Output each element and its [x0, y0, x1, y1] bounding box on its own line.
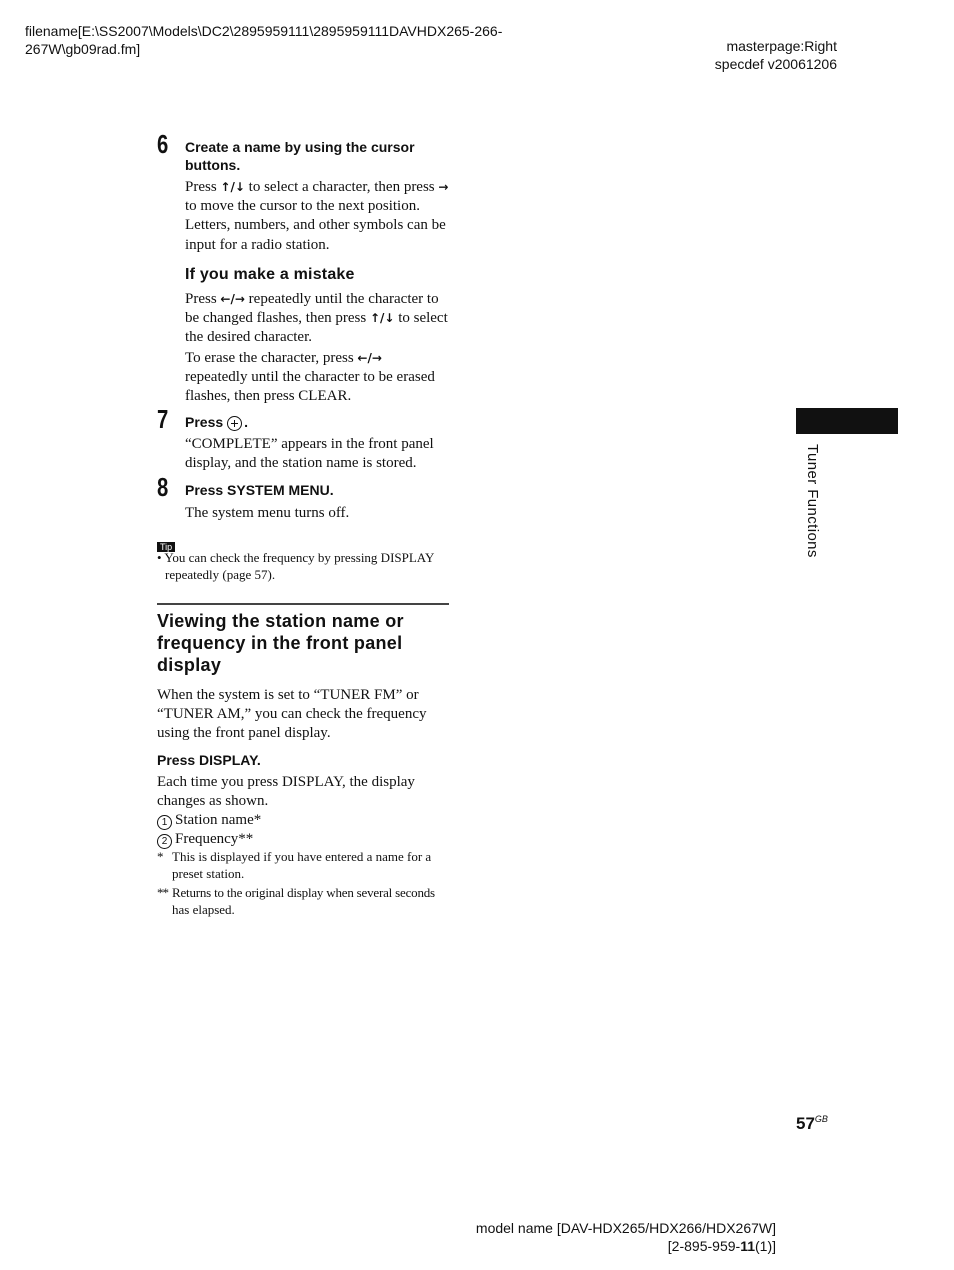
section-intro [157, 686, 457, 744]
step-7-body [185, 435, 455, 473]
tip-text [157, 549, 457, 583]
side-tab-label: Tuner Functions [804, 444, 821, 558]
step-6-line2: to move the cursor to the next position. [185, 198, 420, 215]
press-display-heading: Press DISPLAY. [157, 752, 261, 768]
page-number-suffix: GB [814, 1114, 828, 1124]
mistake-line1 [185, 290, 455, 309]
footnote-1-line2: preset station. [172, 866, 245, 881]
up-down-arrow-icon: ↑/↓ [369, 311, 395, 326]
step-6-line4: input for a radio station. [185, 236, 330, 253]
footnote-1 [157, 848, 457, 882]
mistake-line2-a: be changed flashes, then press [185, 310, 367, 327]
part-code-bold: 11 [740, 1238, 755, 1254]
part-code-prefix: [2-895-959- [667, 1238, 741, 1254]
step-7-period: . [244, 414, 249, 430]
mistake-instructions-2 [185, 349, 455, 407]
right-arrow-icon: → [438, 180, 449, 194]
mistake-line2-b: to select [398, 310, 448, 327]
step-7-line1: “COMPLETE” appears in the front panel [185, 436, 434, 452]
step-8-heading: Press SYSTEM MENU. [185, 482, 334, 498]
display-line2: changes as shown. [157, 793, 269, 810]
side-tab-bar [796, 408, 898, 434]
step-7-line2: display, and the station name is stored. [185, 455, 417, 472]
model-name: model name [DAV-HDX265/HDX266/HDX267W] [475, 1220, 776, 1236]
step-7-number: 7 [157, 404, 169, 434]
display-item-1 [157, 811, 457, 830]
footnote-1-line1: This is displayed if you have entered a name for a [172, 849, 432, 864]
part-code-suffix: (1)] [755, 1238, 776, 1254]
step-7-press: Press [185, 414, 224, 430]
section-title-line1: Viewing the station name or [157, 611, 404, 631]
step-6-line3: Letters, numbers, and other symbols can be [185, 217, 446, 234]
page-number-value: 57 [796, 1114, 815, 1133]
press-word: Press [185, 291, 217, 307]
intro-line2: “TUNER AM,” you can check the frequency [157, 706, 427, 723]
masterpage-label: masterpage:Right [726, 38, 837, 54]
display-line1: Each time you press DISPLAY, the display [157, 774, 415, 790]
display-item-2 [157, 830, 457, 849]
display-body [157, 773, 457, 849]
left-right-arrow-icon: ←/→ [220, 292, 245, 306]
footnote-2-line1: Returns to the original display when several seconds [172, 885, 435, 900]
step-6-heading-line2: buttons. [185, 157, 241, 173]
step-8-number: 8 [157, 472, 169, 502]
section-title-line3: display [157, 655, 222, 675]
step-7-heading [185, 413, 248, 431]
tip-line2: repeatedly (page 57). [165, 567, 276, 582]
section-title-line2: frequency in the front panel [157, 633, 403, 653]
footer [476, 1219, 776, 1255]
enter-button-icon [227, 416, 242, 431]
press-word: Press [185, 179, 217, 195]
masterpage-header [715, 37, 837, 73]
mistake-line2 [185, 309, 455, 328]
up-down-arrow-icon: ↑/↓ [220, 180, 245, 194]
left-right-arrow-icon: ←/→ [357, 351, 382, 365]
circled-number-2: 2 [157, 834, 172, 849]
step-6-heading-line1: Create a name by using the cursor [185, 139, 415, 155]
erase-line2: repeatedly until the character to be erased [185, 369, 435, 386]
erase-text: To erase the character, press [185, 350, 354, 366]
footnote-2-line2: has elapsed. [172, 902, 235, 917]
filename-line2: 267W\gb09rad.fm] [25, 41, 141, 57]
section-rule [157, 603, 449, 605]
step-6-instructions [185, 178, 455, 255]
section-title [157, 610, 457, 676]
circled-number-1: 1 [157, 815, 172, 830]
mistake-instructions-1 [185, 290, 455, 348]
footnote-1-mark: * [157, 849, 164, 864]
step-8-body: The system menu turns off. [185, 505, 350, 521]
erase-line1 [185, 349, 455, 368]
intro-line3: using the front panel display. [157, 725, 331, 742]
mistake-heading: If you make a mistake [185, 266, 355, 283]
footnote-2-mark: ** [157, 885, 168, 900]
tip-label: Tip [157, 542, 175, 552]
step-6-number: 6 [157, 129, 169, 159]
step-6-heading [185, 138, 415, 174]
mistake-line3: the desired character. [185, 329, 313, 346]
item-2-label: Frequency** [175, 831, 254, 848]
erase-line3: flashes, then press CLEAR. [185, 388, 352, 405]
footnote-2 [157, 884, 457, 918]
filename-line1: filename[E:\SS2007\Models\DC2\2895959111\2895959111DAVHDX265-266- [25, 23, 503, 39]
select-text: to select a character, then press [248, 179, 435, 195]
page-number [796, 1114, 828, 1134]
part-code [476, 1237, 776, 1255]
filename-header [25, 22, 545, 58]
item-1-label: Station name* [175, 812, 262, 829]
step-6-line1 [185, 178, 455, 197]
tip-line1: • You can check the frequency by pressing DISPLAY [157, 550, 435, 565]
specdef-label: specdef v20061206 [714, 56, 837, 72]
mistake-line1-rest: repeatedly until the character to [248, 291, 439, 307]
intro-line1: When the system is set to “TUNER FM” or [157, 687, 419, 703]
